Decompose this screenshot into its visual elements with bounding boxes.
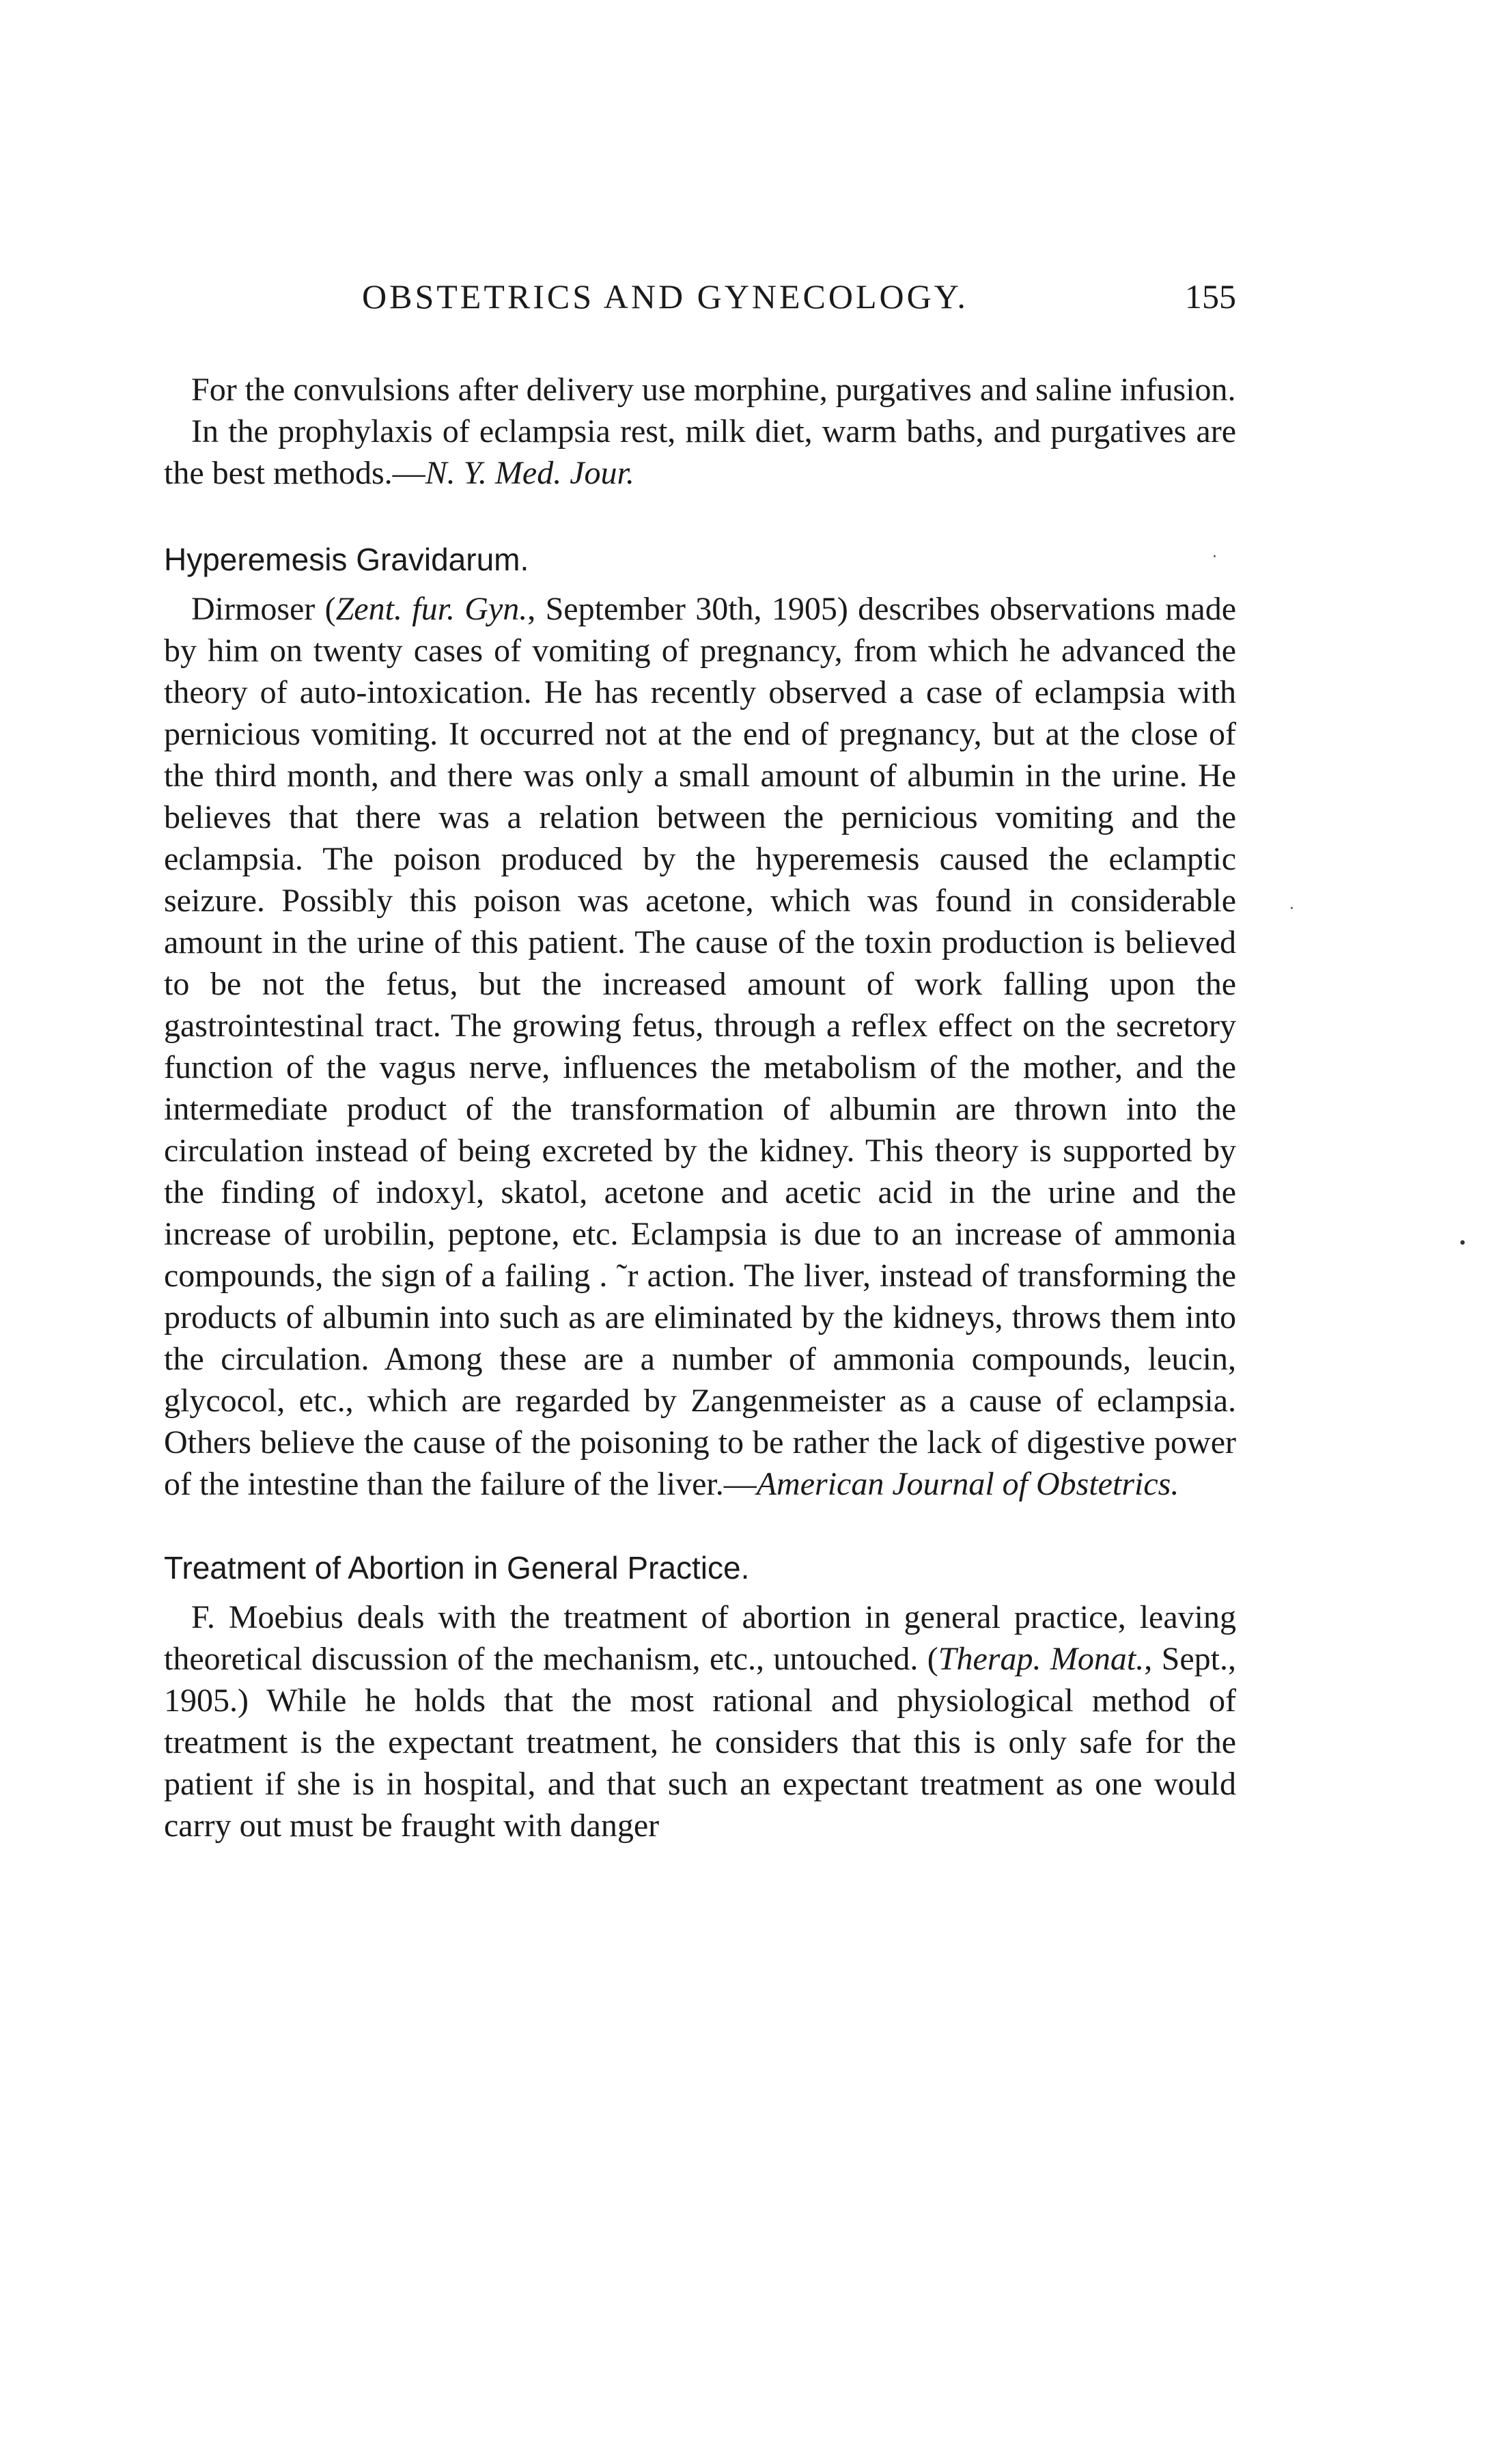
paragraph-abortion-body: , Sept., 1905.) While he holds that the most rational and physiological method of treatment is the expectant treatment, he considers that this is only safe for the patient if she is in hospital, and that such an expectant treatment as one would carry out must be fraught with danger xyxy=(164,1641,1236,1844)
paragraph-abortion-treatment xyxy=(164,1596,1236,1846)
heading-hyperemesis: Hyperemesis Gravidarum. xyxy=(164,542,529,577)
paragraph-prophylaxis-text: In the prophylaxis of eclampsia rest, milk diet, warm baths, and purgatives are the best methods.— xyxy=(164,413,1236,491)
source-citation: N. Y. Med. Jour. xyxy=(425,455,634,491)
paragraph-abortion-lead: F. Moebius deals with the treatment of abortion in general practice, leaving theoretical discussion of the mechanism, etc., untouched. ( xyxy=(164,1599,1236,1677)
page-number: 155 xyxy=(1185,277,1236,316)
journal-citation-therap: Therap. Monat. xyxy=(938,1641,1145,1677)
paragraph-prophylaxis xyxy=(164,411,1236,494)
journal-citation: Zent. fur. Gyn. xyxy=(335,591,528,627)
page-body xyxy=(164,369,1236,1846)
margin-speck-3: · xyxy=(1212,549,1217,566)
paragraph-convulsions xyxy=(164,369,1236,411)
paragraph-hyperemesis xyxy=(164,588,1236,1505)
running-title: OBSTETRICS AND GYNECOLOGY. xyxy=(362,277,968,316)
margin-speck-2: · xyxy=(1289,900,1294,917)
source-citation-obstetrics: American Journal of Obstetrics. xyxy=(756,1466,1179,1502)
paragraph-hyperemesis-body: , September 30th, 1905) describes observations made by him on twenty cases of vomiting of pregnancy, from which he advanced the theory of auto-intoxication. He has recently observed a case of eclampsia with pernicious vomiting. It occurred not at the end of pregnancy, but at the close of the third month, and there was only a small amount of albumin in the urine. He believes that there was a relation between the pernicious vomiting and the eclampsia. The poison produced by the hyperemesis caused the eclamptic seizure. Possibly this poison was acetone, which was found in considerable amount in the urine of this patient. The cause of the toxin production is believed to be not the fetus, but the increased amount of work falling upon the gastrointestinal tract. The growing fetus, through a reflex effect on the secretory function of the vagus nerve, influences the metabolism of the mother, and the intermediate product of the transformation of albumin are thrown into the circulation instead of being excreted by the kidney. This theory is supported by the finding of indoxyl, skatol, acetone and acetic acid in the urine and the increase of urobilin, peptone, etc. Eclampsia is due to an increase of ammonia compounds, the sign of a failing . ˜r action. The liver, instead of transforming the products of albumin into such as are eliminated by the kidneys, throws them into the circulation. Among these are a number of ammonia compounds, leucin, glycocol, etc., which are regarded by Zangenmeister as a cause of eclampsia. Others believe the cause of the poisoning to be rather the lack of digestive power of the intestine than the failure of the liver.— xyxy=(164,591,1237,1502)
paragraph-hyperemesis-lead: Dirmoser ( xyxy=(191,591,336,627)
margin-speck: • xyxy=(1458,1235,1467,1252)
paragraph-convulsions-text: For the convulsions after delivery use morphine, purgatives and saline infusion. xyxy=(191,372,1236,408)
page-header xyxy=(362,277,1236,331)
heading-abortion-treatment: Treatment of Abortion in General Practice. xyxy=(164,1550,750,1586)
